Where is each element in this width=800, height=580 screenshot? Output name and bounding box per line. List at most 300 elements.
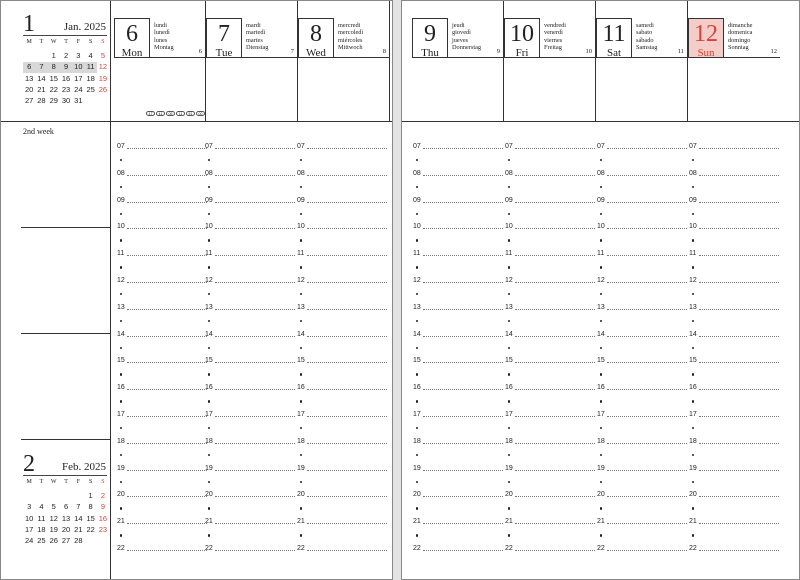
hour-line: [215, 389, 295, 390]
hour-label: 10: [505, 223, 513, 231]
half-hour-dot: [600, 159, 602, 161]
hour-label: 12: [297, 277, 305, 284]
hour-line: [127, 389, 207, 390]
translation: domingo: [728, 36, 751, 44]
half-hour-dot: [692, 400, 694, 402]
hour-label: 17: [117, 411, 125, 418]
hour-label: 22: [117, 545, 125, 552]
calendar-day[interactable]: 19: [98, 73, 108, 83]
hour-label: 07: [413, 143, 421, 150]
day-header-mon: [114, 1, 206, 121]
half-hour-dot: [300, 427, 302, 429]
half-hour-dot: [120, 373, 122, 375]
hour-line: [515, 255, 595, 256]
half-hour-dot: [120, 213, 122, 215]
calendar-day[interactable]: 20: [61, 524, 71, 534]
calendar-day[interactable]: 18: [86, 73, 95, 83]
calendar-day[interactable]: 30: [61, 96, 71, 106]
calendar-day[interactable]: 9: [100, 502, 106, 512]
calendar-day[interactable]: 21: [37, 84, 46, 94]
hour-label: 16: [689, 384, 697, 392]
calendar-day[interactable]: 2: [63, 51, 69, 60]
hour-label: 16: [297, 384, 305, 392]
calendar-day[interactable]: 27: [61, 536, 71, 546]
hour-label: 17: [297, 411, 305, 418]
half-hour-dot: [692, 186, 694, 188]
half-hour-dot: [416, 239, 418, 241]
calendar-day[interactable]: 28: [74, 536, 83, 546]
translation: mercoledì: [338, 29, 364, 37]
half-hour-dot: [300, 213, 302, 215]
half-hour-dot: [208, 507, 210, 509]
hour-label: 07: [689, 143, 697, 150]
calendar-day[interactable]: 9: [60, 62, 72, 73]
day-name-translations: [338, 22, 363, 51]
calendar-day[interactable]: 3: [27, 502, 32, 512]
half-hour-dot: [208, 293, 210, 295]
half-hour-dot: [508, 373, 510, 375]
translation: Dienstag: [246, 43, 269, 51]
half-hour-dot: [692, 320, 694, 322]
weekday-header: W: [50, 479, 57, 485]
day-number-small: 7: [290, 48, 294, 55]
calendar-day[interactable]: 1: [51, 51, 56, 60]
half-hour-dot: [692, 347, 694, 349]
hour-label: 13: [689, 303, 697, 311]
calendar-day[interactable]: 6: [23, 62, 35, 73]
day-name: Wed: [306, 47, 326, 59]
calendar-day[interactable]: 25: [86, 84, 95, 94]
hour-label: 17: [413, 411, 421, 418]
hour-line: [127, 523, 207, 524]
hour-label: 17: [205, 411, 213, 418]
hour-label: 07: [297, 143, 305, 150]
hour-line: [607, 282, 687, 283]
hour-label: 11: [505, 250, 513, 258]
calendar-day[interactable]: 14: [74, 513, 83, 523]
calendar-day[interactable]: 11: [37, 513, 46, 523]
hour-line: [515, 362, 595, 363]
hour-label: 17: [505, 411, 513, 418]
half-hour-dot: [120, 534, 122, 536]
half-hour-dot: [692, 427, 694, 429]
hour-label: 11: [689, 250, 697, 258]
day-number-box[interactable]: [596, 18, 632, 58]
hour-label: 20: [205, 491, 213, 499]
hour-label: 09: [505, 196, 513, 204]
hour-label: 13: [205, 303, 213, 311]
calendar-day[interactable]: 12: [49, 513, 58, 523]
hour-label: 18: [205, 437, 213, 445]
hour-label: 09: [597, 196, 605, 204]
calendar-day[interactable]: 13: [61, 513, 71, 523]
day-number-small: 9: [496, 48, 500, 55]
translation: lunedì: [154, 29, 170, 37]
hour-line: [607, 416, 687, 417]
calendar-day[interactable]: 13: [24, 73, 34, 83]
hour-label: 14: [297, 330, 305, 338]
half-hour-dot: [692, 373, 694, 375]
hour-line: [607, 550, 687, 551]
day-header-tue: [206, 1, 298, 121]
calendar-day[interactable]: 17: [24, 524, 34, 534]
moon-circle: 00: [196, 111, 205, 116]
half-hour-dot: [300, 454, 302, 456]
hour-label: 22: [297, 545, 305, 552]
calendar-day[interactable]: 31: [74, 96, 83, 106]
calendar-day[interactable]: 20: [24, 84, 34, 94]
half-hour-dot: [692, 293, 694, 295]
hour-line: [607, 470, 687, 471]
hour-label: 10: [689, 223, 697, 231]
calendar-day[interactable]: 10: [24, 513, 34, 523]
day-header-underline: [206, 57, 297, 58]
hour-label: 07: [505, 143, 513, 150]
hour-line: [607, 255, 687, 256]
hour-line: [515, 416, 595, 417]
hour-label: 07: [117, 143, 125, 150]
half-hour-dot: [416, 186, 418, 188]
hour-line: [215, 255, 295, 256]
hour-label: 09: [413, 196, 421, 204]
calendar-day[interactable]: 8: [48, 62, 60, 73]
calendar-day[interactable]: 26: [98, 84, 108, 94]
day-number-box[interactable]: [114, 18, 150, 58]
calendar-day[interactable]: 7: [76, 502, 81, 512]
half-hour-dot: [508, 400, 510, 402]
calendar-day[interactable]: 24: [24, 536, 34, 546]
half-hour-dot: [600, 427, 602, 429]
half-hour-dot: [416, 373, 418, 375]
hour-label: 18: [413, 437, 421, 445]
hour-line: [699, 336, 779, 337]
calendar-day[interactable]: 1: [88, 491, 93, 500]
weekday-header: S: [88, 479, 93, 485]
day-number-box[interactable]: [504, 18, 540, 58]
half-hour-dot: [120, 347, 122, 349]
hour-label: 19: [297, 464, 305, 472]
translation: Samstag: [636, 43, 658, 51]
hour-label: 12: [505, 277, 513, 284]
day-name: Tue: [215, 47, 233, 59]
hour-line: [699, 470, 779, 471]
hour-label: 19: [117, 464, 125, 472]
hour-line: [127, 362, 207, 363]
day-number: 9: [424, 21, 436, 47]
hour-label: 11: [117, 250, 125, 258]
hour-line: [515, 389, 595, 390]
calendar-day[interactable]: 16: [98, 513, 108, 523]
half-hour-dot: [416, 293, 418, 295]
hour-line: [515, 228, 595, 229]
day-header-underline: [298, 57, 389, 58]
hour-line: [307, 443, 387, 444]
hour-label: 21: [297, 518, 305, 526]
calendar-day[interactable]: 15: [86, 513, 95, 523]
calendar-day[interactable]: 27: [24, 96, 34, 106]
half-hour-dot: [600, 186, 602, 188]
half-hour-dot: [692, 481, 694, 483]
hour-line: [215, 443, 295, 444]
day-number: 12: [694, 21, 718, 47]
half-hour-dot: [208, 454, 210, 456]
hour-label: 08: [205, 169, 213, 177]
hour-label: 21: [117, 518, 125, 526]
half-hour-dot: [600, 293, 602, 295]
hour-line: [607, 336, 687, 337]
half-hour-dot: [600, 400, 602, 402]
half-hour-dot: [508, 186, 510, 188]
hour-label: 09: [117, 196, 125, 204]
day-header-fri: [504, 1, 596, 121]
half-hour-dot: [416, 507, 418, 509]
hour-line: [423, 282, 503, 283]
calendar-day[interactable]: 23: [98, 524, 108, 534]
day-name: Mon: [121, 47, 143, 59]
calendar-day[interactable]: 23: [61, 84, 71, 94]
calendar-day[interactable]: 6: [63, 502, 69, 512]
translation: samedi: [636, 22, 654, 29]
page-gutter: [393, 0, 401, 580]
calendar-day[interactable]: 5: [100, 51, 106, 60]
half-hour-dot: [208, 373, 210, 375]
half-hour-dot: [508, 266, 510, 268]
hour-line: [699, 496, 779, 497]
hour-line: [307, 362, 387, 363]
moon-phase-row: [146, 111, 206, 116]
calendar-day[interactable]: 22: [49, 84, 58, 94]
hour-label: 15: [413, 357, 421, 365]
half-hour-dot: [600, 373, 602, 375]
moon-circle: 51: [186, 111, 195, 116]
calendar-day[interactable]: 16: [61, 73, 71, 83]
hour-label: 08: [297, 169, 305, 177]
translation: sábado: [636, 36, 654, 44]
hour-label: 08: [597, 169, 605, 177]
hour-line: [699, 362, 779, 363]
hour-label: 15: [205, 357, 213, 365]
calendar-day[interactable]: 12: [98, 62, 108, 72]
hour-line: [215, 416, 295, 417]
half-hour-dot: [120, 320, 122, 322]
hour-line: [215, 550, 295, 551]
translation: mardi: [246, 22, 261, 29]
hour-line: [699, 443, 779, 444]
day-name-translations: [544, 22, 566, 51]
hour-label: 22: [505, 545, 513, 552]
half-hour-dot: [692, 507, 694, 509]
hour-label: 20: [689, 491, 697, 499]
half-hour-dot: [300, 186, 302, 188]
hour-line: [515, 523, 595, 524]
weekday-header: T: [64, 39, 68, 45]
hour-label: 09: [689, 196, 697, 204]
hour-label: 15: [689, 357, 697, 365]
hour-line: [215, 228, 295, 229]
day-name: Sat: [606, 47, 622, 59]
half-hour-dot: [300, 507, 302, 509]
calendar-day[interactable]: 10: [74, 62, 83, 72]
hour-label: 11: [205, 250, 213, 258]
hour-label: 19: [205, 464, 213, 472]
hour-line: [215, 470, 295, 471]
day-name-translations: [452, 22, 481, 51]
hour-line: [127, 282, 207, 283]
hour-line: [215, 175, 295, 176]
calendar-day[interactable]: 5: [51, 502, 56, 512]
calendar-day[interactable]: 25: [37, 536, 46, 546]
hour-label: 20: [297, 491, 305, 499]
hour-line: [307, 336, 387, 337]
calendar-day[interactable]: 11: [84, 62, 96, 73]
day-header-underline: [412, 57, 503, 58]
calendar-day[interactable]: 28: [37, 96, 46, 106]
calendar-day[interactable]: 4: [39, 502, 44, 512]
calendar-day[interactable]: 21: [74, 524, 83, 534]
day-name: Fri: [515, 47, 529, 59]
moon-circle: 06: [166, 111, 175, 116]
hour-label: 19: [597, 464, 605, 472]
calendar-day[interactable]: 2: [100, 491, 106, 500]
half-hour-dot: [508, 293, 510, 295]
half-hour-dot: [300, 266, 302, 268]
hour-line: [307, 550, 387, 551]
day-number-box[interactable]: [688, 18, 724, 58]
calendar-day[interactable]: 26: [49, 536, 58, 546]
half-hour-dot: [508, 347, 510, 349]
hour-label: 14: [205, 330, 213, 338]
left-page: [0, 0, 393, 580]
translation: Mittwoch: [338, 43, 363, 51]
weekday-header: S: [101, 39, 105, 45]
hour-line: [607, 309, 687, 310]
calendar-day[interactable]: 24: [74, 84, 83, 94]
calendar-day[interactable]: 18: [37, 524, 46, 534]
hour-label: 19: [413, 464, 421, 472]
hour-line: [515, 550, 595, 551]
day-name-translations: [154, 22, 174, 51]
half-hour-dot: [120, 293, 122, 295]
calendar-day[interactable]: 17: [74, 73, 83, 83]
calendar-day[interactable]: 15: [49, 73, 58, 83]
hour-line: [607, 523, 687, 524]
hour-label: 11: [413, 250, 421, 258]
half-hour-dot: [120, 454, 122, 456]
half-hour-dot: [120, 159, 122, 161]
hour-line: [127, 443, 207, 444]
hour-line: [215, 362, 295, 363]
half-hour-dot: [416, 481, 418, 483]
calendar-day[interactable]: 22: [86, 524, 95, 534]
hour-label: 22: [597, 545, 605, 552]
hour-line: [307, 523, 387, 524]
hour-label: 10: [205, 223, 213, 231]
hour-label: 16: [505, 384, 513, 392]
february-month-name: Feb. 2025: [62, 461, 106, 473]
day-number-box[interactable]: [298, 18, 334, 58]
translation: domenica: [728, 29, 753, 37]
calendar-day[interactable]: 14: [37, 73, 46, 83]
half-hour-dot: [208, 400, 210, 402]
calendar-day[interactable]: 7: [35, 62, 47, 73]
translation: martes: [246, 36, 263, 44]
hour-label: 15: [597, 357, 605, 365]
hour-label: 16: [413, 384, 421, 392]
translation: viernes: [544, 36, 563, 44]
half-hour-dot: [416, 320, 418, 322]
half-hour-dot: [416, 534, 418, 536]
day-number-box[interactable]: [412, 18, 448, 58]
hour-line: [423, 362, 503, 363]
day-name: Sun: [697, 47, 715, 59]
hour-label: 17: [689, 411, 697, 418]
hour-label: 20: [413, 491, 421, 499]
hour-label: 10: [413, 223, 421, 231]
day-number: 11: [602, 21, 626, 47]
day-header-underline: [596, 57, 687, 58]
day-number: 7: [218, 21, 230, 47]
half-hour-dot: [208, 239, 210, 241]
hour-line: [423, 496, 503, 497]
calendar-day[interactable]: 4: [88, 51, 93, 60]
hour-label: 14: [689, 330, 697, 338]
half-hour-dot: [600, 320, 602, 322]
half-hour-dot: [208, 347, 210, 349]
half-hour-dot: [600, 507, 602, 509]
translation: vendredi: [544, 22, 567, 29]
hour-label: 09: [297, 196, 305, 204]
weekday-header: F: [76, 39, 80, 45]
half-hour-dot: [508, 534, 510, 536]
translation: Donnerstag: [452, 43, 482, 51]
hour-line: [127, 255, 207, 256]
half-hour-dot: [208, 320, 210, 322]
hour-line: [515, 202, 595, 203]
day-number-box[interactable]: [206, 18, 242, 58]
hour-line: [423, 202, 503, 203]
translation: Sonntag: [728, 43, 749, 51]
hour-label: 12: [689, 277, 697, 284]
day-number-small: 12: [770, 48, 777, 55]
hour-label: 22: [205, 545, 213, 552]
hour-line: [423, 336, 503, 337]
hour-label: 16: [597, 384, 605, 392]
february-month-number: 2: [23, 451, 35, 477]
hour-line: [423, 255, 503, 256]
hour-line: [215, 282, 295, 283]
hour-label: 19: [689, 464, 697, 472]
half-hour-dot: [692, 239, 694, 241]
calendar-day[interactable]: 29: [49, 96, 58, 106]
hour-line: [423, 416, 503, 417]
translation: giovedì: [452, 29, 471, 37]
half-hour-dot: [208, 427, 210, 429]
hour-line: [127, 309, 207, 310]
hour-line: [515, 496, 595, 497]
calendar-day[interactable]: 8: [88, 502, 93, 512]
hour-line: [515, 148, 595, 149]
translation: venerdì: [544, 29, 563, 37]
half-hour-dot: [692, 213, 694, 215]
calendar-day[interactable]: 19: [49, 524, 58, 534]
weekday-header: T: [64, 479, 68, 485]
hour-line: [699, 228, 779, 229]
calendar-day[interactable]: 3: [76, 51, 81, 60]
hour-label: 13: [505, 303, 513, 311]
hour-label: 08: [117, 169, 125, 177]
hour-label: 12: [597, 277, 605, 284]
hour-label: 14: [117, 330, 125, 338]
